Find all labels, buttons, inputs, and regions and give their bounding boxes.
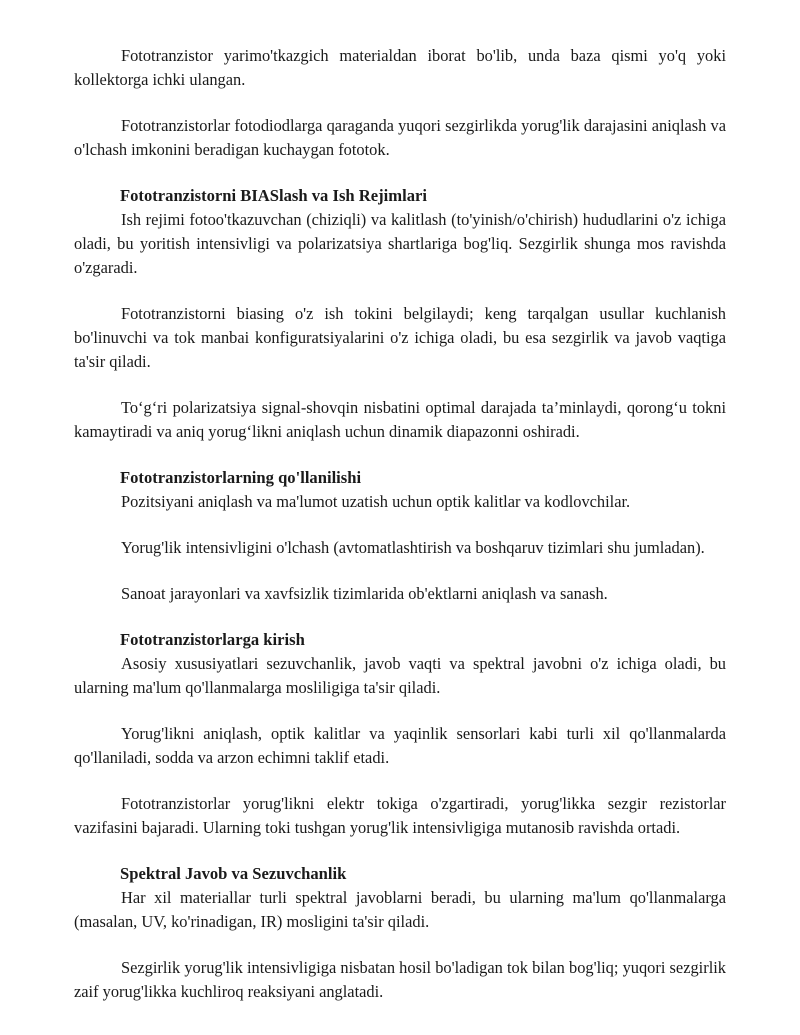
- biasing-paragraph-1: Ish rejimi fotoo'tkazuvchan (chiziqli) va kalitlash (to'yinish/o'chirish) hududlarini o'z ichiga oladi, bu yoritish intensivligi va polarizatsiya shartlariga bog'liq. Sezgirlik shunga mos ravishda o'zgaradi.: [74, 210, 726, 277]
- biasing-paragraph-2: Fototranzistorni biasing o'z ish tokini belgilaydi; keng tarqalgan usullar kuchlanish bo'linuvchi va tok manbai konfiguratsiyalarini o'z ichiga oladi, bu esa sezgirlik va javob vaqtiga ta'sir qiladi.: [74, 304, 726, 371]
- document-page: [74, 44, 726, 1026]
- section-applications: [74, 466, 726, 606]
- section-biasing: [74, 184, 726, 444]
- section-heading-biasing: Fototranzistorni BIASlash va Ish Rejimlari: [120, 186, 427, 205]
- applications-paragraph-3: Sanoat jarayonlari va xavfsizlik tizimlarida ob'ektlarni aniqlash va sanash.: [121, 584, 608, 603]
- spectral-paragraph-1: Har xil materiallar turli spektral javoblarni beradi, bu ularning ma'lum qo'llanmalarga (masalan, UV, ko'rinadigan, IR) mosligini ta'sir qiladi.: [74, 888, 726, 931]
- section-heading-introduction: Fototranzistorlarga kirish: [120, 630, 305, 649]
- applications-paragraph-2: Yorug'lik intensivligini o'lchash (avtomatlashtirish va boshqaruv tizimlari shu jumladan).: [121, 538, 705, 557]
- introduction-paragraph-2: Yorug'likni aniqlash, optik kalitlar va yaqinlik sensorlari kabi turli xil qo'llanmalarda qo'llaniladi, sodda va arzon echimni taklif etadi.: [74, 724, 726, 767]
- section-heading-spectral: Spektral Javob va Sezuvchanlik: [120, 864, 347, 883]
- applications-paragraph-1: Pozitsiyani aniqlash va ma'lumot uzatish uchun optik kalitlar va kodlovchilar.: [121, 492, 631, 511]
- section-spectral: [74, 862, 726, 1004]
- intro-paragraph-1: Fototranzistor yarimo'tkazgich materialdan iborat bo'lib, unda baza qismi yo'q yoki kollektorga ichki ulangan.: [74, 46, 726, 89]
- section-introduction: [74, 628, 726, 840]
- introduction-paragraph-1: Asosiy xususiyatlari sezuvchanlik, javob vaqti va spektral javobni o'z ichiga oladi, bu ularning ma'lum qo'llanmalarga mosliligiga ta'sir qiladi.: [74, 654, 726, 697]
- biasing-paragraph-3: To‘g‘ri polarizatsiya signal-shovqin nisbatini optimal darajada ta’minlaydi, qorong‘u tokni kamaytiradi va aniq yorug‘likni aniqlash uchun dinamik diapazonni oshiradi.: [74, 398, 726, 441]
- intro-paragraph-2: Fototranzistorlar fotodiodlarga qaraganda yuqori sezgirlikda yorug'lik darajasini aniqlash va o'lchash imkonini beradigan kuchaygan fototok.: [74, 116, 726, 159]
- spectral-paragraph-2: Sezgirlik yorug'lik intensivligiga nisbatan hosil bo'ladigan tok bilan bog'liq; yuqori sezgirlik zaif yorug'likka kuchliroq reaksiyani anglatadi.: [74, 958, 726, 1001]
- section-heading-applications: Fototranzistorlarning qo'llanilishi: [120, 468, 362, 487]
- introduction-paragraph-3: Fototranzistorlar yorug'likni elektr tokiga o'zgartiradi, yorug'likka sezgir rezistorlar vazifasini bajaradi. Ularning toki tushgan yorug'lik intensivligiga mutanosib ravishda ortadi.: [74, 794, 726, 837]
